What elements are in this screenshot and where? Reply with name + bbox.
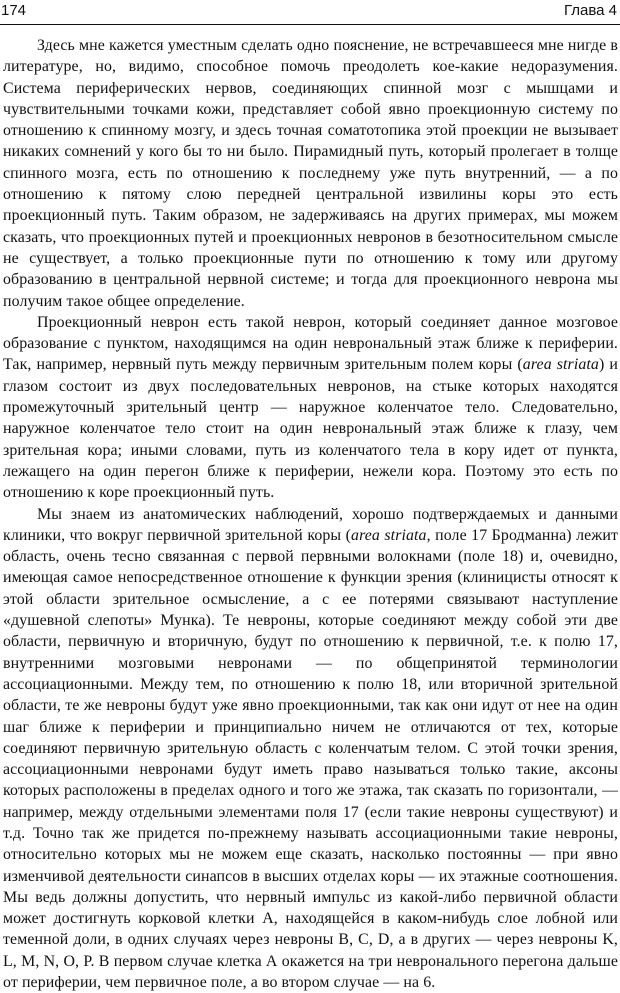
paragraph bbox=[3, 312, 618, 504]
text-run: , поле 17 Бродманна) лежит область, очень тесно связанная с первой первными волокнами (поле 18) и, очевидно, имеющая самое непосредственное отношение к функции зрения (клиницисты относят к этой области зрительное осмысление, а с ее потерями связывают наступление «душевной слепоты» Мунка). Те невроны, которые соединяют между собой эти две области, первичную и вторичную, будут по отношению к первичной, т.е. к полю 17, внутренними мозговыми невронами — по общепринятой терминологии ассоциационными. Между тем, по отношению к полю 18, или вторичной зрительной области, те же невроны будут уже явно проекционными, так как они идут от нее на один шаг ближе к периферии и принципиально ничем не отличаются от тех, которые соединяют первичную зрительную область с коленчатым телом. С этой точки зрения, ассоциационными невронами будут иметь право называться только такие, аксоны которых расположены в пределах одного и того же этажа, так сказать по горизонтали, — например, между отдельными элементами поля 17 (если такие невроны существуют) и т.д. Точно так же придется по-прежнему называть ассоциационными такие невроны, относительно которых мы не можем еще сказать, насколько постоянны — при явно изменчивой деятельности синапсов в высших отделах коры — их этажные соотношения. Мы ведь должны допустить, что нервный импульс из какой-либо первичной области может достигнуть корковой клетки А, находящейся в каком-нибудь слое лобной или теменной доли, в одних случаях через невроны B, C, D, а в других — через невроны K, L, M, N, O, P. В первом случае клетка А окажется на три невронального перегона дальше от периферии, чем первичное поле, а во втором случае — на 6. bbox=[3, 526, 619, 992]
chapter-title: Глава 4 bbox=[563, 2, 617, 19]
italic-term: area striata bbox=[351, 526, 427, 544]
text-run: Мы знаем из анатомических наблюдений, хорошо подтверждаемых и данными клиники, что вокруг первичной зрительной коры ( bbox=[3, 505, 618, 544]
body-text bbox=[3, 35, 618, 993]
italic-term: area striata bbox=[522, 356, 599, 374]
page-number: 174 bbox=[1, 2, 27, 19]
paragraph bbox=[3, 504, 618, 993]
running-header bbox=[0, 0, 620, 25]
text-run: ) и глазом состоит из двух последовательных невронов, на стыке которых находятся промежуточный зрительный центр — наружное коленчатое тело. Следовательно, наружное коленчатое тело стоит на один неврональный этаж ближе к глазу, чем зрительная кора; иными словами, путь из коленчатого тела в кору идет от пункта, лежащего на один перегон ближе к периферии, нежели кора. Поэтому это есть по отношению к коре проекционный путь. bbox=[3, 356, 618, 502]
paragraph bbox=[3, 35, 618, 312]
text-run: Проекционный неврон есть такой неврон, который соединяет данное мозговое образование с пунктом, находящимся на один неврональный этаж ближе к периферии. Так, например, нервный путь между первичным зрительным полем коры ( bbox=[3, 313, 618, 374]
text-run: Здесь мне кажется уместным сделать одно пояснение, не встречавшееся мне нигде в литературе, но, видимо, способное помочь преодолеть кое-какие недоразумения. Система периферических нервов, соединяющих спинной мозг с мышцами и чувствительными точками кожи, представляет собой явно проекционную систему по отношению к спинному мозгу, и здесь точная соматотопика этой проекции не вызывает никаких сомнений у кого бы то ни было. Пирамидный путь, который пролегает в толще спинного мозга, есть по отношению к последнему уже путь внутренний, — а по отношению к пятому слою передней центральной извилины коры это есть проекционный путь. Таким образом, не задерживаясь на других примерах, мы можем сказать, что проекционных путей и проекционных невронов в безотносительном смысле не существует, а только проекционные пути по отношению к тому или другому образованию в центральной нервной системе; и тогда для проекционного неврона мы получим такое общее определение. bbox=[3, 37, 618, 310]
